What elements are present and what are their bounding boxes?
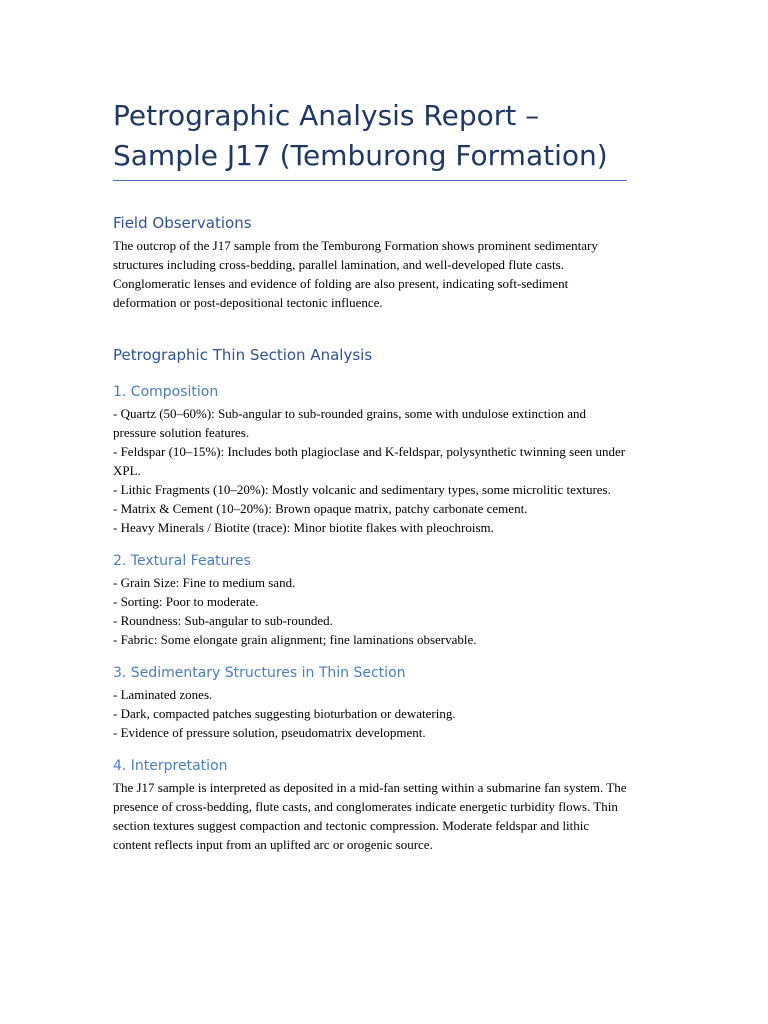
textural-features-heading: 2. Textural Features — [113, 553, 251, 569]
textural-features-list — [113, 573, 627, 649]
thin-section-heading: Petrographic Thin Section Analysis — [113, 346, 373, 364]
page-title: Petrographic Analysis Report – Sample J17 (Temburong Formation) — [113, 96, 627, 181]
composition-heading: 1. Composition — [113, 384, 219, 400]
list-item: - Laminated zones. — [113, 687, 213, 702]
list-item: - Quartz (50–60%): Sub-angular to sub-rounded grains, some with undulose extinction and pressure solution features. — [113, 406, 586, 440]
list-item: - Fabric: Some elongate grain alignment; fine laminations observable. — [113, 632, 477, 647]
list-item: - Lithic Fragments (10–20%): Mostly volcanic and sedimentary types, some microlitic textures. — [113, 482, 611, 497]
field-observations-heading: Field Observations — [113, 214, 252, 232]
interpretation-text: The J17 sample is interpreted as deposited in a mid-fan setting within a submarine fan system. The presence of cross-bedding, flute casts, and conglomerates indicate energetic turbidity flows. Thin section textures suggest compaction and tectonic compression. Moderate feldspar and lithic content reflects input from an uplifted arc or orogenic source. — [113, 780, 627, 852]
list-item: - Roundness: Sub-angular to sub-rounded. — [113, 613, 333, 628]
list-item: - Matrix & Cement (10–20%): Brown opaque matrix, patchy carbonate cement. — [113, 501, 528, 516]
sedimentary-structures-heading: 3. Sedimentary Structures in Thin Section — [113, 665, 406, 681]
list-item: - Grain Size: Fine to medium sand. — [113, 575, 296, 590]
document-page — [113, 96, 627, 854]
list-item: - Dark, compacted patches suggesting bioturbation or dewatering. — [113, 706, 456, 721]
list-item: - Feldspar (10–15%): Includes both plagioclase and K-feldspar, polysynthetic twinning seen under XPL. — [113, 444, 626, 478]
list-item: - Heavy Minerals / Biotite (trace): Minor biotite flakes with pleochroism. — [113, 520, 494, 535]
list-item: - Sorting: Poor to moderate. — [113, 594, 259, 609]
list-item: - Evidence of pressure solution, pseudomatrix development. — [113, 725, 426, 740]
field-observations-text: The outcrop of the J17 sample from the Temburong Formation shows prominent sedimentary structures including cross-bedding, parallel lamination, and well-developed flute casts. Conglomeratic lenses and evidence of folding are also present, indicating soft-sediment deformation or post-depositional tectonic influence. — [113, 238, 598, 310]
sedimentary-structures-list — [113, 685, 627, 742]
composition-list — [113, 404, 627, 537]
interpretation-heading: 4. Interpretation — [113, 758, 228, 774]
